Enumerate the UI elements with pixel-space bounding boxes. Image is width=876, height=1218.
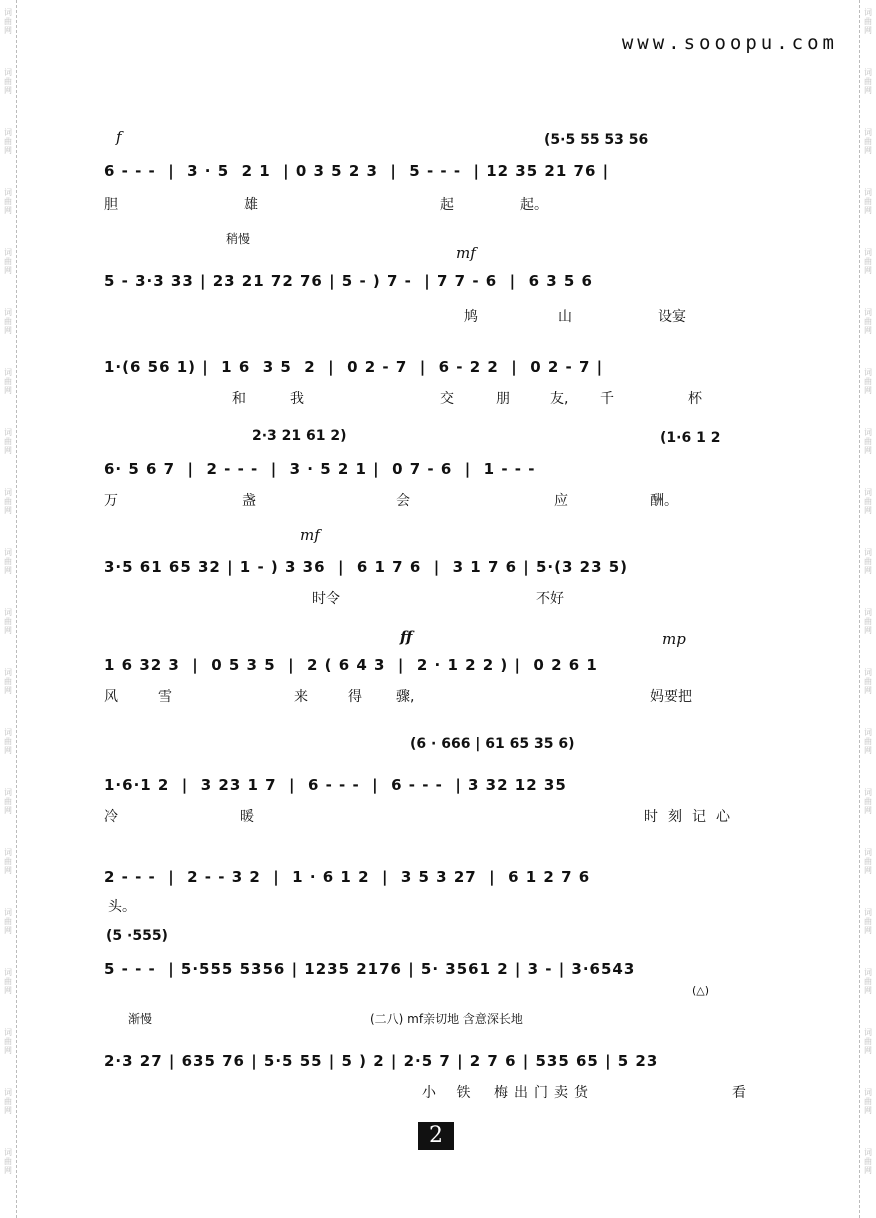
intro-phrase: 2·3 21 61 2): [252, 428, 347, 444]
watermark-text: 词 曲 网: [864, 728, 872, 755]
watermark-text: 词 曲 网: [4, 848, 12, 875]
notes-line: 6 - - - | 3 · 5 2 1 | 0 3 5 2 3 | 5 - - - | 12 35 21 76 |: [104, 162, 610, 180]
watermark-text: 词 曲 网: [4, 188, 12, 215]
dynamic-mark: mf: [300, 526, 320, 544]
lyric: 酬。: [650, 493, 678, 509]
notes-line: 1·(6 56 1) | 1 6 3 5 2 | 0 2 - 7 | 6 - 2 2 | 0 2 - 7 |: [104, 358, 604, 376]
lyric: 胆: [104, 197, 118, 213]
lyric: 风: [104, 689, 118, 705]
dynamic-mark: f: [116, 128, 122, 146]
notes-line: 5 - 3·3 33 | 23 21 72 76 | 5 - ) 7 - | 7 7 - 6 | 6 3 5 6: [104, 272, 593, 290]
lyric: 起: [440, 197, 454, 213]
watermark-text: 词 曲 网: [864, 548, 872, 575]
lyric: 来: [294, 689, 308, 705]
intro-phrase: (5·5 55 53 56: [544, 132, 649, 148]
tempo-mark: 稍慢: [226, 232, 251, 246]
lyric: (△): [692, 984, 710, 997]
watermark-text: 词 曲 网: [864, 848, 872, 875]
dynamic-mark: ff: [400, 628, 413, 646]
site-url: www.sooopu.com: [621, 32, 838, 54]
watermark-text: 词 曲 网: [4, 548, 12, 575]
notes-line: 5 - - - | 5·555 5356 | 1235 2176 | 5· 3561 2 | 3 - | 3·6543: [104, 960, 636, 978]
intro-phrase: (6 · 666 | 61 65 35 6): [410, 736, 575, 752]
watermark-text: 词 曲 网: [864, 188, 872, 215]
watermark-text: 词 曲 网: [4, 1088, 12, 1115]
lyric: 小 铁: [422, 1085, 479, 1101]
lyric: 会: [396, 493, 410, 509]
watermark-text: 词 曲 网: [4, 368, 12, 395]
lyric: 友,: [550, 391, 569, 407]
watermark-text: 词 曲 网: [864, 8, 872, 35]
lyric: 头。: [108, 899, 136, 915]
watermark-text: 词 曲 网: [864, 368, 872, 395]
watermark-text: 词 曲 网: [4, 8, 12, 35]
watermark-text: 词 曲 网: [864, 68, 872, 95]
lyric: 我: [290, 391, 304, 407]
tempo-mark: 渐慢: [128, 1012, 153, 1026]
page-number: 2: [418, 1122, 454, 1150]
watermark-text: 词 曲 网: [864, 128, 872, 155]
lyric: 时刻记心: [644, 809, 740, 825]
lyric: 设宴: [658, 309, 686, 325]
watermark-text: 词 曲 网: [4, 1148, 12, 1175]
lyric: 梅出门卖货: [494, 1085, 594, 1101]
watermark-text: 词 曲 网: [864, 608, 872, 635]
watermark-text: 词 曲 网: [4, 308, 12, 335]
watermark-text: 词 曲 网: [4, 608, 12, 635]
watermark-text: 词 曲 网: [4, 788, 12, 815]
intro-phrase: (5 ·555): [106, 928, 168, 944]
watermark-text: 词 曲 网: [4, 908, 12, 935]
lyric: 不好: [536, 591, 564, 607]
watermark-text: 词 曲 网: [4, 68, 12, 95]
watermark-text: 词 曲 网: [864, 668, 872, 695]
notes-line: 1 6 32 3 | 0 5 3 5 | 2 ( 6 4 3 | 2 · 1 2 2 ) | 0 2 6 1: [104, 656, 598, 674]
watermark-text: 词 曲 网: [864, 1148, 872, 1175]
watermark-text: 词 曲 网: [864, 1088, 872, 1115]
lyric: 雪: [158, 689, 172, 705]
lyric: 妈要把: [650, 689, 692, 705]
watermark-text: 词 曲 网: [864, 968, 872, 995]
watermark-text: 词 曲 网: [864, 788, 872, 815]
lyric: 雄: [244, 197, 258, 213]
lyric: 和: [232, 391, 246, 407]
notes-line: 2 - - - | 2 - - 3 2 | 1 · 6 1 2 | 3 5 3 27 | 6 1 2 7 6: [104, 868, 591, 886]
lyric: 得: [348, 689, 362, 705]
watermark-text: 词 曲 网: [864, 488, 872, 515]
intro-phrase: (1·6 1 2: [660, 430, 721, 446]
left-watermark-strip: [0, 0, 17, 1218]
notes-line: 2·3 27 | 635 76 | 5·5 55 | 5 ) 2 | 2·5 7 | 2 7 6 | 535 65 | 5 23: [104, 1052, 659, 1070]
lyric: 交: [440, 391, 454, 407]
watermark-text: 词 曲 网: [864, 308, 872, 335]
lyric: 看: [732, 1085, 746, 1101]
notes-line: 1·6·1 2 | 3 23 1 7 | 6 - - - | 6 - - - | 3 32 12 35: [104, 776, 567, 794]
watermark-text: 词 曲 网: [4, 1028, 12, 1055]
section-heading: (二八) mf亲切地 含意深长地: [370, 1012, 523, 1026]
watermark-text: 词 曲 网: [4, 728, 12, 755]
lyric: 千: [600, 391, 614, 407]
lyric: 起。: [520, 197, 548, 213]
lyric: 万: [104, 493, 118, 509]
watermark-text: 词 曲 网: [864, 428, 872, 455]
watermark-text: 词 曲 网: [4, 248, 12, 275]
watermark-text: 词 曲 网: [4, 428, 12, 455]
dynamic-mark: mp: [662, 630, 686, 648]
watermark-text: 词 曲 网: [864, 908, 872, 935]
notes-line: 6· 5 6 7 | 2 - - - | 3 · 5 2 1 | 0 7 - 6 | 1 - - -: [104, 460, 536, 478]
lyric: 杯: [688, 391, 702, 407]
watermark-text: 词 曲 网: [4, 488, 12, 515]
lyric: 时令: [312, 591, 340, 607]
lyric: 暖: [240, 809, 254, 825]
watermark-text: 词 曲 网: [864, 248, 872, 275]
watermark-text: 词 曲 网: [4, 668, 12, 695]
lyric: 山: [558, 309, 572, 325]
watermark-text: 词 曲 网: [864, 1028, 872, 1055]
watermark-text: 词 曲 网: [4, 128, 12, 155]
lyric: 应: [554, 493, 568, 509]
lyric: 鸠: [464, 309, 478, 325]
watermark-text: 词 曲 网: [4, 968, 12, 995]
lyric: 朋: [496, 391, 510, 407]
lyric: 盏: [242, 493, 256, 509]
notes-line: 3·5 61 65 32 | 1 - ) 3 36 | 6 1 7 6 | 3 1 7 6 | 5·(3 23 5): [104, 558, 629, 576]
right-watermark-strip: [859, 0, 876, 1218]
lyric: 冷: [104, 809, 118, 825]
dynamic-mark: mf: [456, 244, 476, 262]
lyric: 骤,: [396, 689, 415, 705]
